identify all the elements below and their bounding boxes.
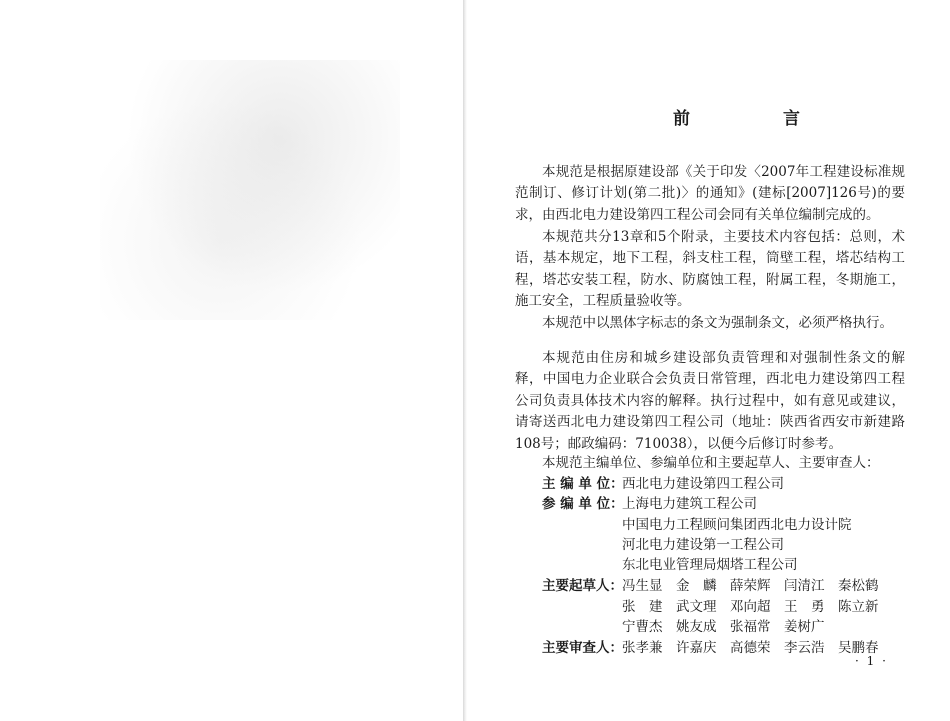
- paragraph-management: 本规范由住房和城乡建设部负责管理和对强制性条文的解释，中国电力企业联合会负责日常管理，西北电力建设第四工程公司负责具体技术内容的解释。执行过程中，如有意见或建议，请寄送西北电力建设第四工程公司（地址：陕西省西安市新建路108号；邮政编码：710038），以便今后修订时参考。: [515, 350, 905, 452]
- participant-org-3: 河北电力建设第一工程公司: [622, 537, 784, 553]
- paragraph-mandatory: 本规范中以黑体字标志的条文为强制条文，必须严格执行。: [542, 315, 893, 331]
- drafter-name: 张福常: [730, 619, 771, 635]
- drafter-name: 邓向超: [730, 599, 771, 615]
- drafter-name: 姚友成: [676, 619, 717, 635]
- participant-org-1: 上海电力建筑工程公司: [622, 496, 757, 512]
- chief-unit-label: 主 编 单 位：: [542, 476, 624, 492]
- drafter-name: 薛荣辉: [730, 578, 771, 594]
- drafter-name: 闫清江: [784, 578, 825, 594]
- participant-org-2: 中国电力工程顾问集团西北电力设计院: [622, 517, 852, 533]
- drafters-line-2: [622, 595, 892, 615]
- show-through-bleed: [100, 60, 400, 320]
- reviewer-name: 吴鹏春: [838, 640, 879, 656]
- drafters-label: 主要起草人：: [542, 578, 623, 594]
- participant-org-4: 东北电业管理局烟塔工程公司: [622, 557, 798, 573]
- reviewers-label: 主要审查人：: [542, 640, 623, 656]
- participant-unit-label: 参 编 单 位：: [542, 496, 624, 512]
- drafter-name: 姜树广: [784, 619, 825, 635]
- drafter-name: 陈立新: [838, 599, 879, 615]
- drafters-line-1: [622, 574, 892, 594]
- page-number: · 1 ·: [855, 654, 888, 668]
- drafter-name: 冯生显: [622, 578, 663, 594]
- units-intro: 本规范主编单位、参编单位和主要起草人、主要审查人：: [542, 455, 880, 471]
- reviewers-line: [622, 636, 892, 656]
- drafter-name: 秦松鹤: [838, 578, 879, 594]
- reviewer-name: 李云浩: [784, 640, 825, 656]
- drafters-line-3: [622, 615, 838, 635]
- drafter-name: 张 建: [622, 599, 663, 615]
- chief-unit-value: 西北电力建设第四工程公司: [622, 476, 784, 492]
- drafter-name: 宁曹杰: [622, 619, 663, 635]
- drafter-name: 武文理: [676, 599, 717, 615]
- drafter-name: 金 麟: [676, 578, 717, 594]
- paragraph-origin: 本规范是根据原建设部《关于印发〈2007年工程建设标准规范制订、修订计划(第二批)〉的通知》(建标[2007]126号)的要求，由西北电力建设第四工程公司会同有关单位编制完成的。: [515, 164, 905, 223]
- reviewer-name: 许嘉庆: [676, 640, 717, 656]
- left-page-blank: [0, 0, 463, 721]
- page-title: 前 言: [673, 109, 838, 129]
- right-page: [467, 0, 950, 721]
- reviewer-name: 高德荣: [730, 640, 771, 656]
- reviewer-name: 张孝兼: [622, 640, 663, 656]
- paragraph-contents: 本规范共分13章和5个附录，主要技术内容包括：总则，术语，基本规定，地下工程，斜支柱工程，筒壁工程，塔芯结构工程，塔芯安装工程，防水、防腐蚀工程，附属工程，冬期施工，施工安全，工程质量验收等。: [515, 229, 905, 310]
- drafter-name: 王 勇: [784, 599, 825, 615]
